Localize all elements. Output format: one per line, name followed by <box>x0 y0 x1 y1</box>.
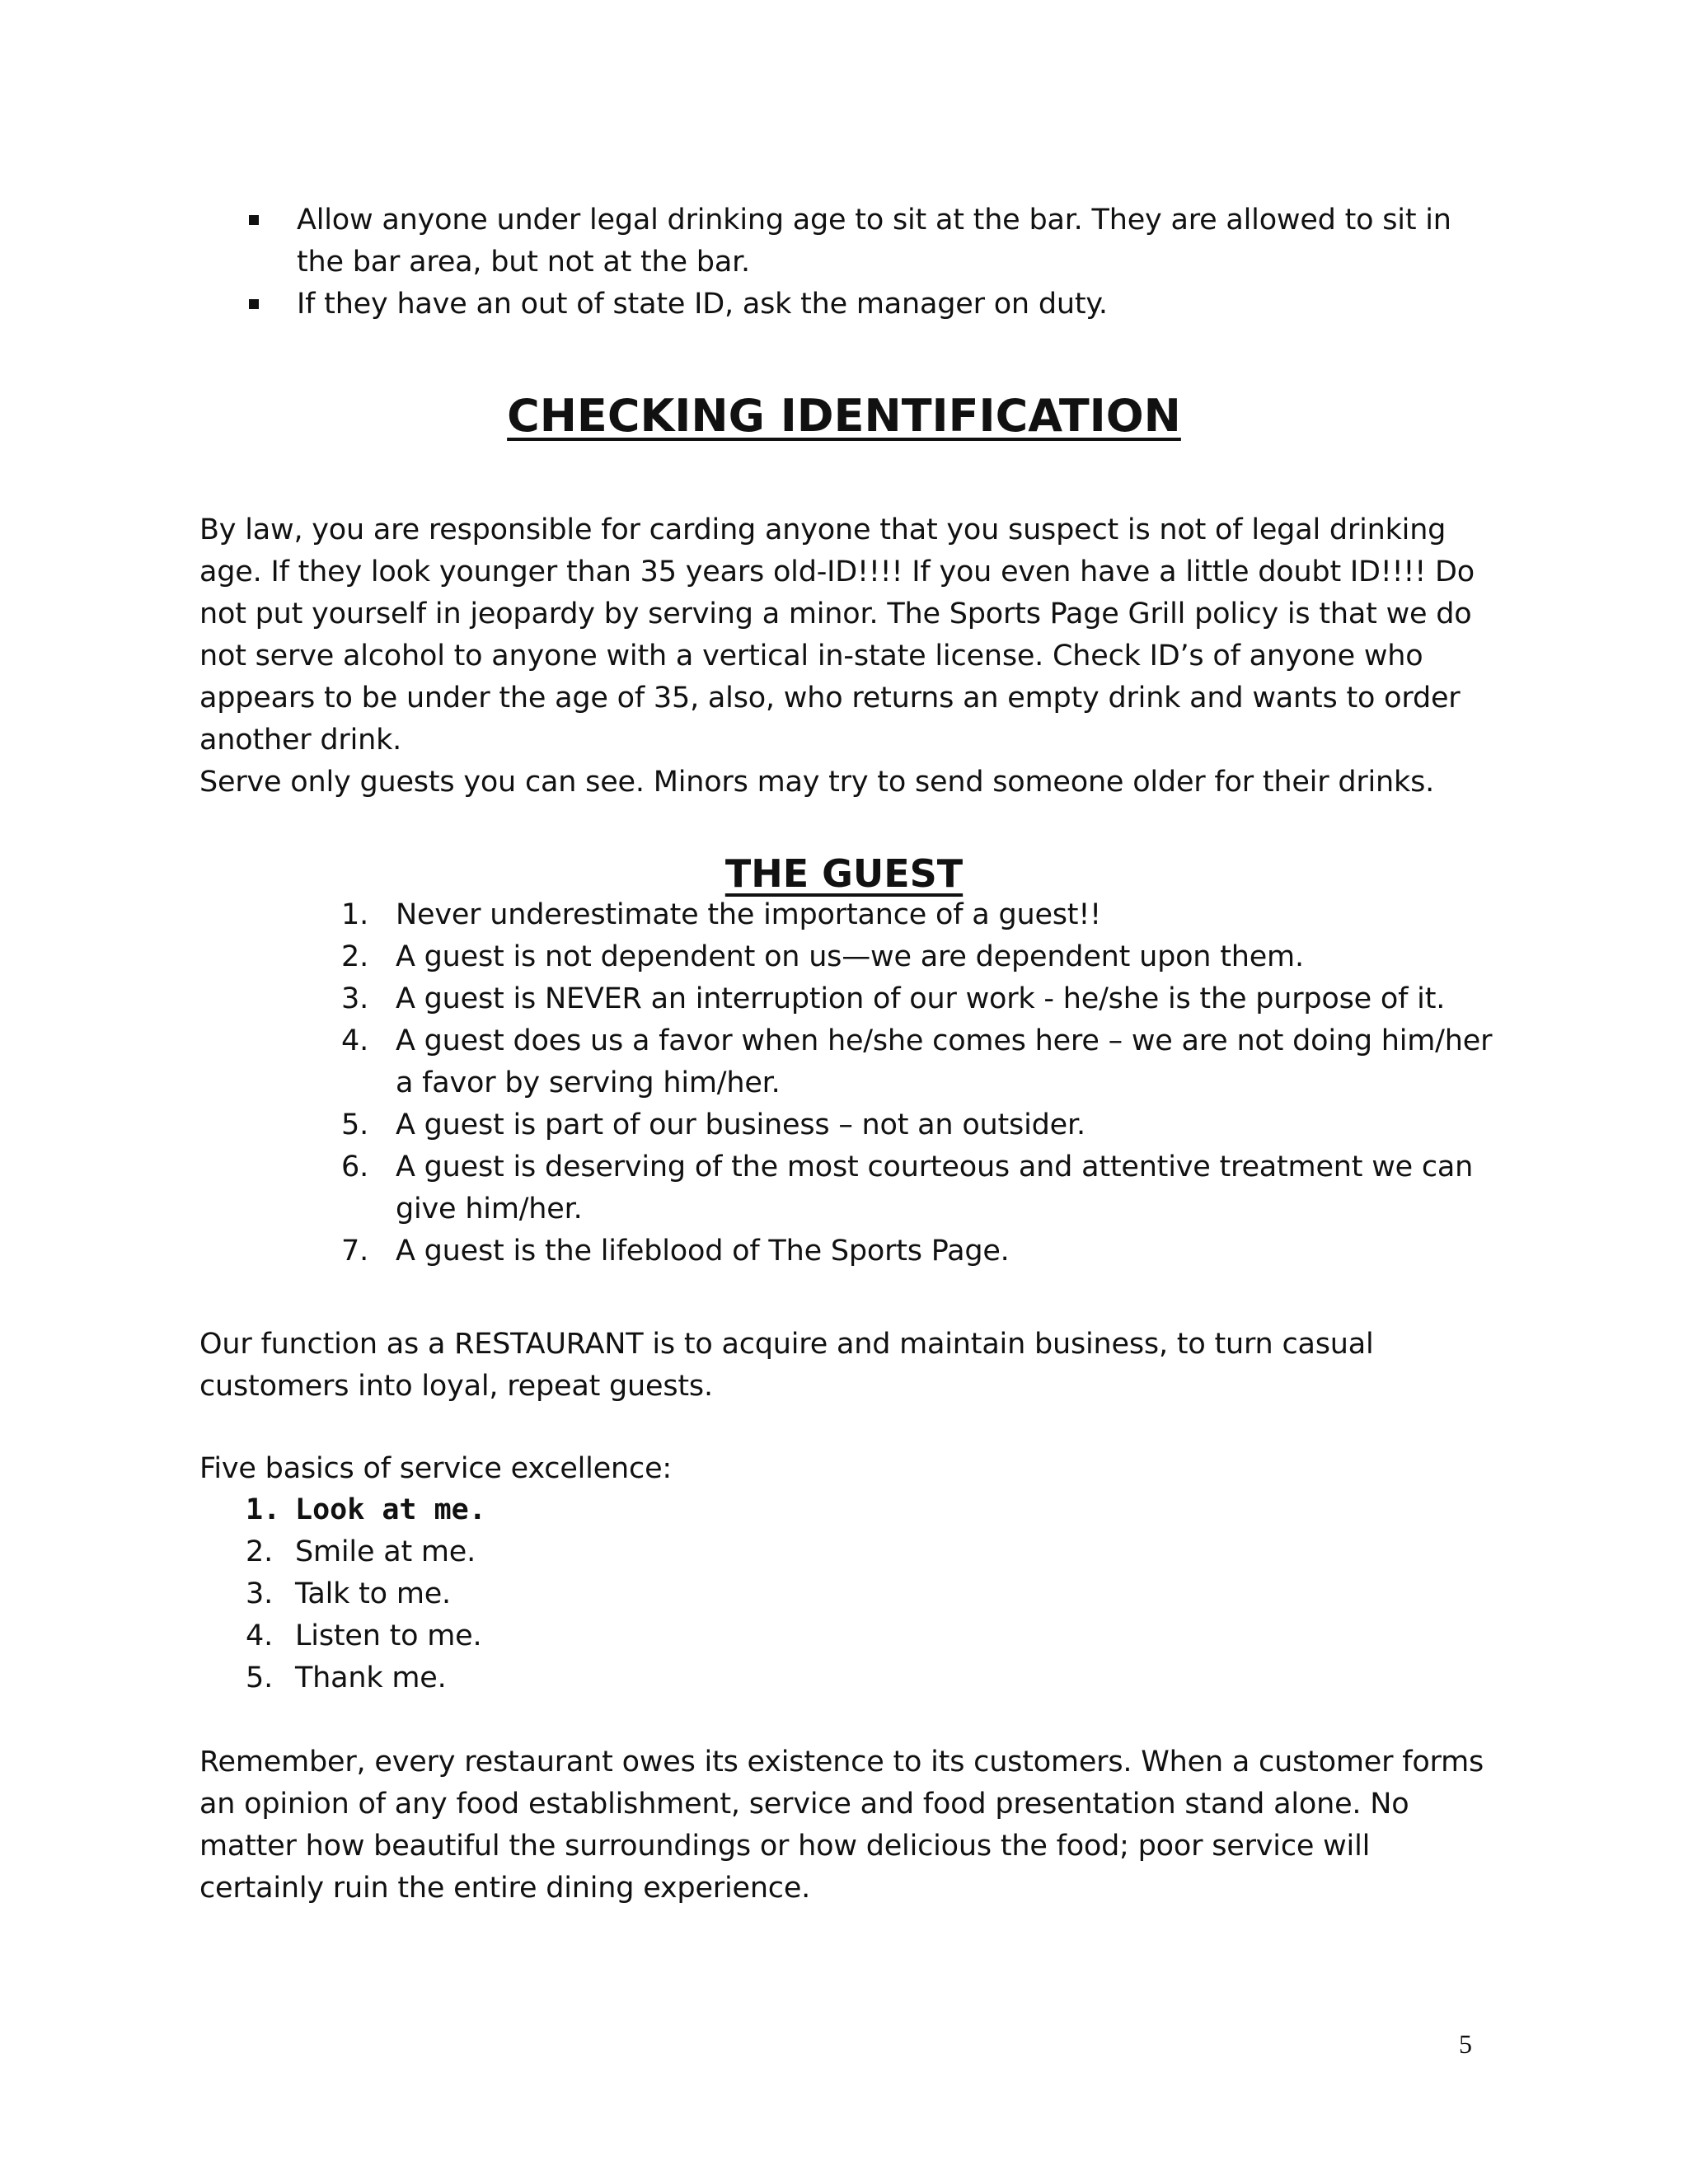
list-item <box>341 936 1495 978</box>
restaurant-function-paragraph: Our function as a RESTAURANT is to acquire and maintain business, to turn casual customers into loyal, repeat guests. <box>199 1328 1374 1403</box>
list-item-text: A guest is the lifeblood of The Sports Page. <box>396 1235 1010 1268</box>
list-number: 2. <box>246 1535 273 1568</box>
list-item <box>247 199 1500 284</box>
list-item <box>246 1531 905 1573</box>
closing-paragraph: Remember, every restaurant owes its existence to its customers. When a customer forms an opinion of any food establishment, service and food presentation stand alone. No matter how beautiful the surroundings or how delicious the food; poor service will certainly ruin the entire dining experience. <box>199 1746 1484 1905</box>
list-number: 7. <box>341 1235 368 1268</box>
list-item <box>341 1146 1495 1230</box>
list-number: 4. <box>246 1619 273 1652</box>
list-item <box>341 1104 1495 1146</box>
page-number: 5 <box>1459 2029 1472 2059</box>
list-number: 5. <box>246 1661 273 1694</box>
intro-bullet-list <box>247 199 1500 326</box>
checking-identification-paragraph <box>199 509 1502 804</box>
list-item <box>247 284 1500 326</box>
list-item-text: A guest is part of our business – not an outsider. <box>396 1108 1085 1141</box>
list-item-text: Smile at me. <box>295 1535 476 1568</box>
list-item-text: A guest is NEVER an interruption of our work - he/she is the purpose of it. <box>396 982 1446 1015</box>
list-item <box>246 1657 905 1699</box>
list-item-text: Never underestimate the importance of a guest!! <box>396 898 1101 931</box>
guest-principles-list <box>341 894 1495 1272</box>
section-heading-checking-identification: CHECKING IDENTIFICATION <box>507 390 1181 442</box>
list-item <box>246 1489 905 1531</box>
list-number: 5. <box>341 1108 368 1141</box>
list-number: 1. <box>341 898 368 931</box>
list-number: 2. <box>341 940 368 973</box>
list-item-text: Listen to me. <box>295 1619 482 1652</box>
paragraph-text: Serve only guests you can see. Minors may try to send someone older for their drinks. <box>199 766 1435 799</box>
list-item <box>341 1020 1495 1104</box>
list-number: 6. <box>341 1151 368 1183</box>
list-item <box>246 1573 905 1615</box>
list-item-text: A guest is deserving of the most courteous and attentive treatment we can give him/her. <box>396 1151 1474 1226</box>
list-item <box>341 978 1495 1020</box>
list-number: 3. <box>246 1577 273 1610</box>
list-item <box>246 1615 905 1657</box>
square-bullet-icon <box>249 215 259 225</box>
list-item-text: Look at me. <box>295 1493 486 1526</box>
paragraph-text: By law, you are responsible for carding anyone that you suspect is not of legal drinking age. If they look younger than 35 years old-ID!!!! If you even have a little doubt ID!!!! Do not put yourself in jeopardy by serving a minor. The Sports Page Grill policy is that we do not serve alcohol to anyone with a vertical in-state license. Check ID’s of anyone who appears to be under the age of 35, also, who returns an empty drink and wants to order another drink. <box>199 513 1475 757</box>
section-heading-the-guest: THE GUEST <box>724 851 964 896</box>
square-bullet-icon <box>249 299 259 309</box>
list-number: 3. <box>341 982 368 1015</box>
list-item <box>341 1230 1495 1272</box>
list-number: 1. <box>246 1493 281 1526</box>
bullet-text: Allow anyone under legal drinking age to sit at the bar. They are allowed to sit in the bar area, but not at the bar. <box>297 204 1451 279</box>
service-basics-list <box>246 1489 905 1699</box>
list-item-text: A guest is not dependent on us—we are dependent upon them. <box>396 940 1304 973</box>
list-item-text: Thank me. <box>295 1661 447 1694</box>
service-basics-intro: Five basics of service excellence: <box>199 1452 672 1485</box>
bullet-text: If they have an out of state ID, ask the manager on duty. <box>297 288 1108 321</box>
list-item-text: A guest does us a favor when he/she comes here – we are not doing him/her a favor by serving him/her. <box>396 1024 1493 1099</box>
list-item-text: Talk to me. <box>295 1577 451 1610</box>
list-number: 4. <box>341 1024 368 1057</box>
list-item <box>341 894 1495 936</box>
